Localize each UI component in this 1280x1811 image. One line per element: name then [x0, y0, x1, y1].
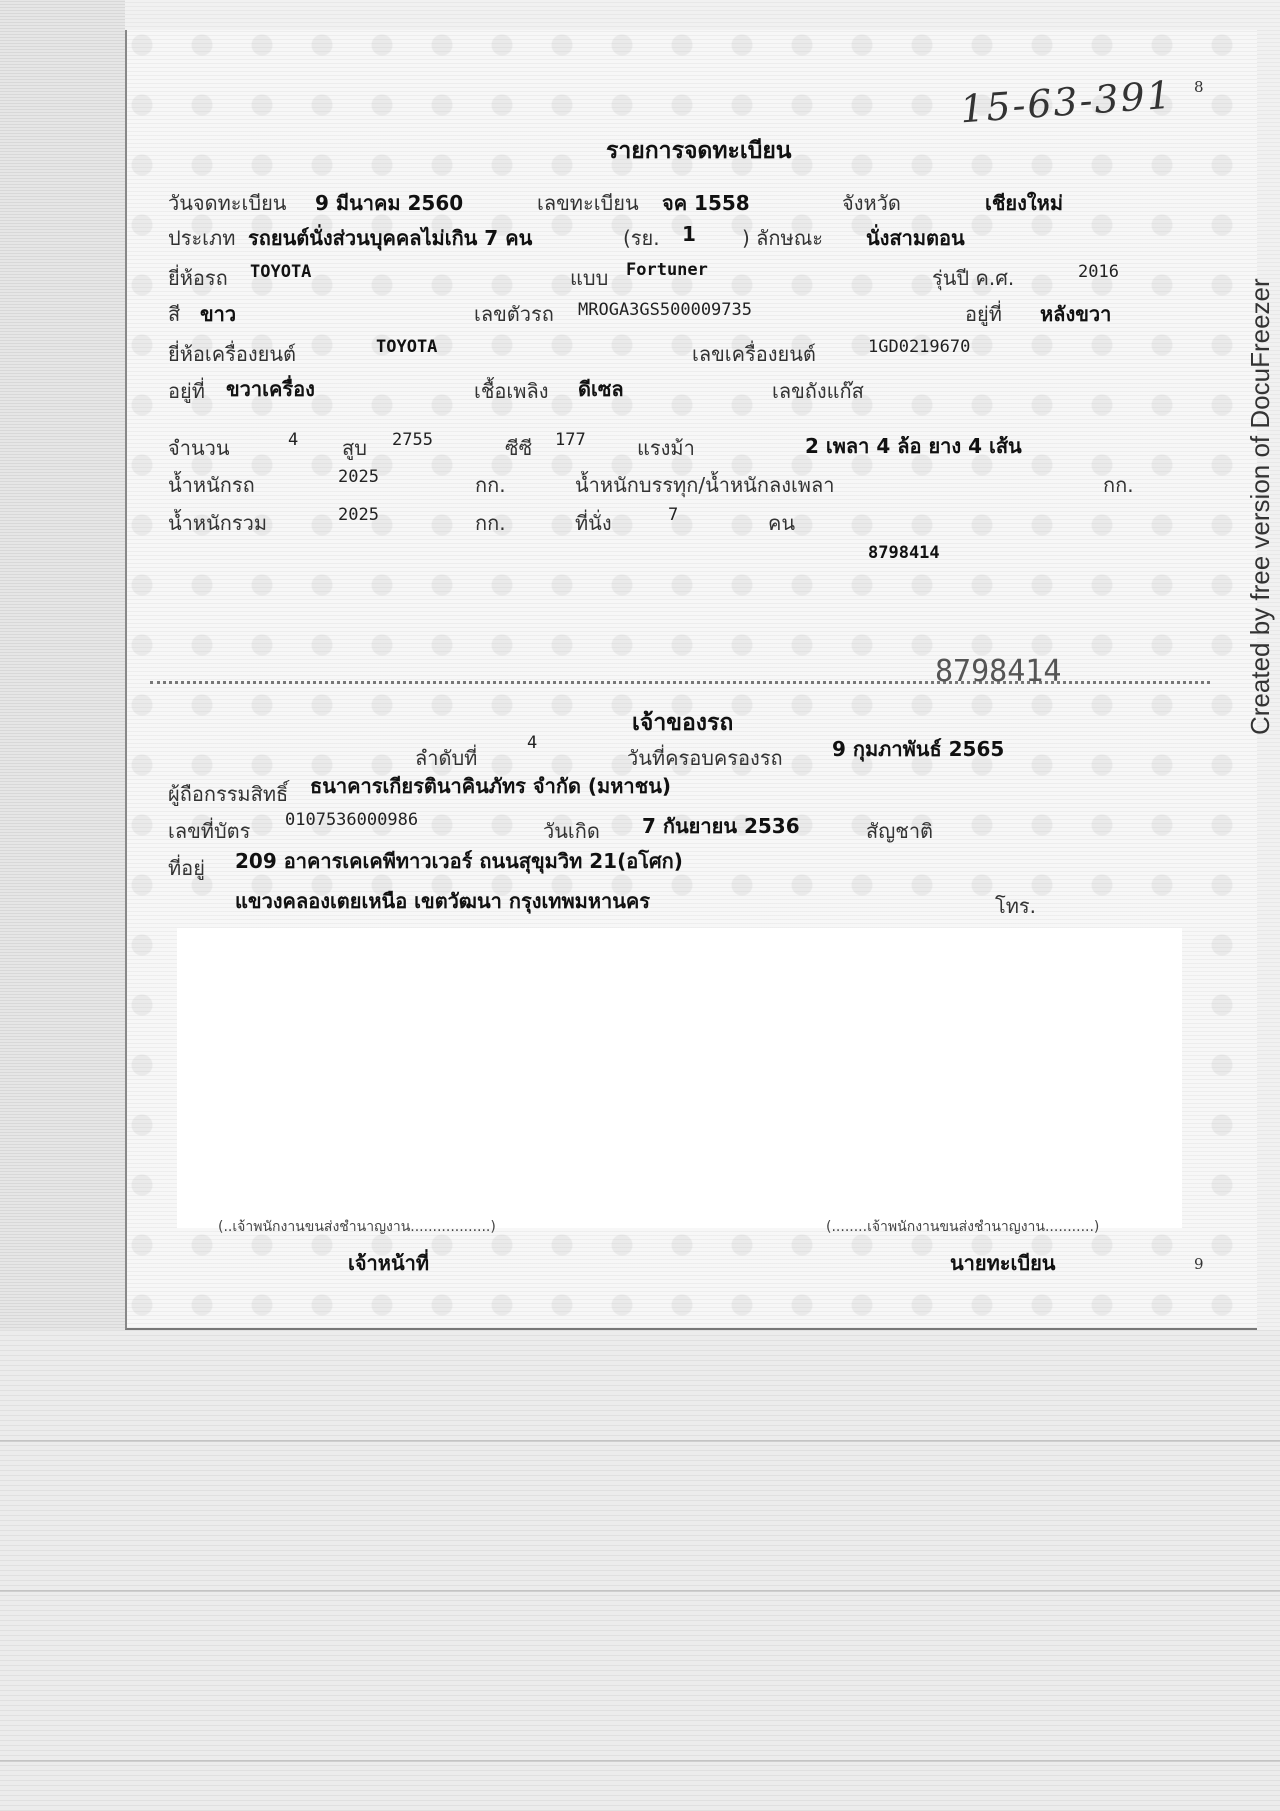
brand-label: ยี่ห้อรถ [168, 266, 228, 290]
color-label: สี [168, 302, 181, 326]
right-signature-line: (........เจ้าพนักงานขนส่งชำนาญงาน...........) [826, 1219, 1100, 1235]
blank-region [177, 928, 1182, 1228]
engine-number: 1GD0219670 [868, 337, 971, 357]
docufreezer-watermark: Created by free version of DocuFreezer [1245, 278, 1275, 735]
right-signature-role: นายทะเบียน [950, 1251, 1056, 1275]
year-label: รุ่นปี ค.ศ. [932, 266, 1015, 290]
weight-label: น้ำหนักรถ [168, 473, 255, 497]
possession-label: วันที่ครอบครองรถ [627, 746, 783, 770]
left-signature-role: เจ้าหน้าที่ [348, 1251, 430, 1275]
dob: 7 กันยายน 2536 [642, 814, 800, 838]
cylinder-label: สูบ [342, 436, 367, 460]
order-label: ลำดับที่ [415, 746, 478, 770]
load-label: น้ำหนักบรรทุก/น้ำหนักลงเพลา [575, 473, 835, 497]
axle-info: 2 เพลา 4 ล้อ ยาง 4 เส้น [805, 434, 1022, 458]
reg-no-label: เลขทะเบียน [537, 191, 639, 215]
fuel-label: เชื้อเพลิง [474, 379, 549, 403]
id-label: เลขที่บัตร [168, 819, 251, 843]
address-label: ที่อยู่ [168, 856, 205, 880]
province: เชียงใหม่ [985, 191, 1064, 215]
province-label: จังหวัด [842, 191, 901, 215]
lower-blank-area [0, 1330, 1280, 1811]
serial-number-large: 8798414 [935, 654, 1062, 689]
engine-brand: TOYOTA [376, 337, 438, 357]
engine-pos-label: อยู่ที่ [168, 379, 205, 403]
handwritten-note: 15-63-391 [958, 72, 1175, 132]
model: Fortuner [626, 260, 708, 280]
brand: TOYOTA [250, 262, 312, 282]
ry-value: 1 [682, 222, 696, 246]
weight-unit: กก. [475, 473, 506, 497]
engine-position: ขวาเครื่อง [226, 377, 315, 401]
cc-label: ซีซี [505, 436, 533, 460]
seats: 7 [668, 505, 679, 525]
ry-label: (รย. [623, 226, 660, 250]
reg-date: 9 มีนาคม 2560 [315, 191, 464, 215]
color: ขาว [200, 302, 237, 326]
tel-label: โทร. [995, 894, 1037, 918]
possession-date: 9 กุมภาพันธ์ 2565 [832, 737, 1005, 761]
gas-tank-label: เลขถังแก๊ส [772, 379, 864, 403]
engine-no-label: เลขเครื่องยนต์ [692, 342, 816, 366]
character-label: ) ลักษณะ [742, 226, 824, 250]
type-label: ประเภท [168, 226, 236, 250]
owner-title: เจ้าของรถ [632, 710, 734, 736]
count: 4 [288, 430, 299, 450]
load-unit: กก. [1103, 473, 1134, 497]
holder-label: ผู้ถือกรรมสิทธิ์ [168, 782, 289, 806]
order-number: 4 [527, 733, 538, 753]
count-label: จำนวน [168, 436, 230, 460]
model-label: แบบ [570, 266, 609, 290]
chassis-label: เลขตัวรถ [474, 302, 554, 326]
cc: 177 [555, 430, 586, 450]
weight: 2025 [338, 467, 379, 487]
year: 2016 [1078, 262, 1119, 282]
persons-label: คน [768, 511, 796, 535]
serial-number: 8798414 [868, 543, 940, 563]
address-line-2: แขวงคลองเตยเหนือ เขตวัฒนา กรุงเทพมหานคร [235, 889, 651, 913]
engine-brand-label: ยี่ห้อเครื่องยนต์ [168, 342, 297, 366]
vehicle-type: รถยนต์นั่งส่วนบุคคลไม่เกิน 7 คน [248, 226, 533, 250]
reg-date-label: วันจดทะเบียน [168, 191, 287, 215]
reg-no: จค 1558 [662, 191, 750, 215]
chassis-number: MROGA3GS500009735 [578, 300, 752, 320]
chassis-position: หลังขวา [1040, 302, 1112, 326]
page-number-top: 8 [1194, 78, 1204, 96]
total-weight-label: น้ำหนักรวม [168, 511, 268, 535]
nationality-label: สัญชาติ [866, 819, 934, 843]
horsepower-label: แรงม้า [637, 436, 695, 460]
holder-name: ธนาคารเกียรตินาคินภัทร จำกัด (มหาชน) [310, 774, 672, 798]
total-weight-unit: กก. [475, 511, 506, 535]
page-number-bottom: 9 [1194, 1255, 1204, 1273]
seats-label: ที่นั่ง [575, 511, 612, 535]
chassis-pos-label: อยู่ที่ [965, 302, 1002, 326]
address-line-1: 209 อาคารเคเคพีทาวเวอร์ ถนนสุขุมวิท 21(อโศก) [235, 849, 683, 873]
fuel: ดีเซล [578, 377, 624, 401]
total-weight: 2025 [338, 505, 379, 525]
character-value: นั่งสามตอน [866, 226, 965, 250]
cylinder: 2755 [392, 430, 433, 450]
dob-label: วันเกิด [543, 819, 600, 843]
registration-title: รายการจดทะเบียน [606, 138, 792, 164]
id-number: 0107536000986 [285, 810, 419, 830]
left-signature-line: (..เจ้าพนักงานขนส่งชำนาญงาน..................) [218, 1219, 496, 1235]
